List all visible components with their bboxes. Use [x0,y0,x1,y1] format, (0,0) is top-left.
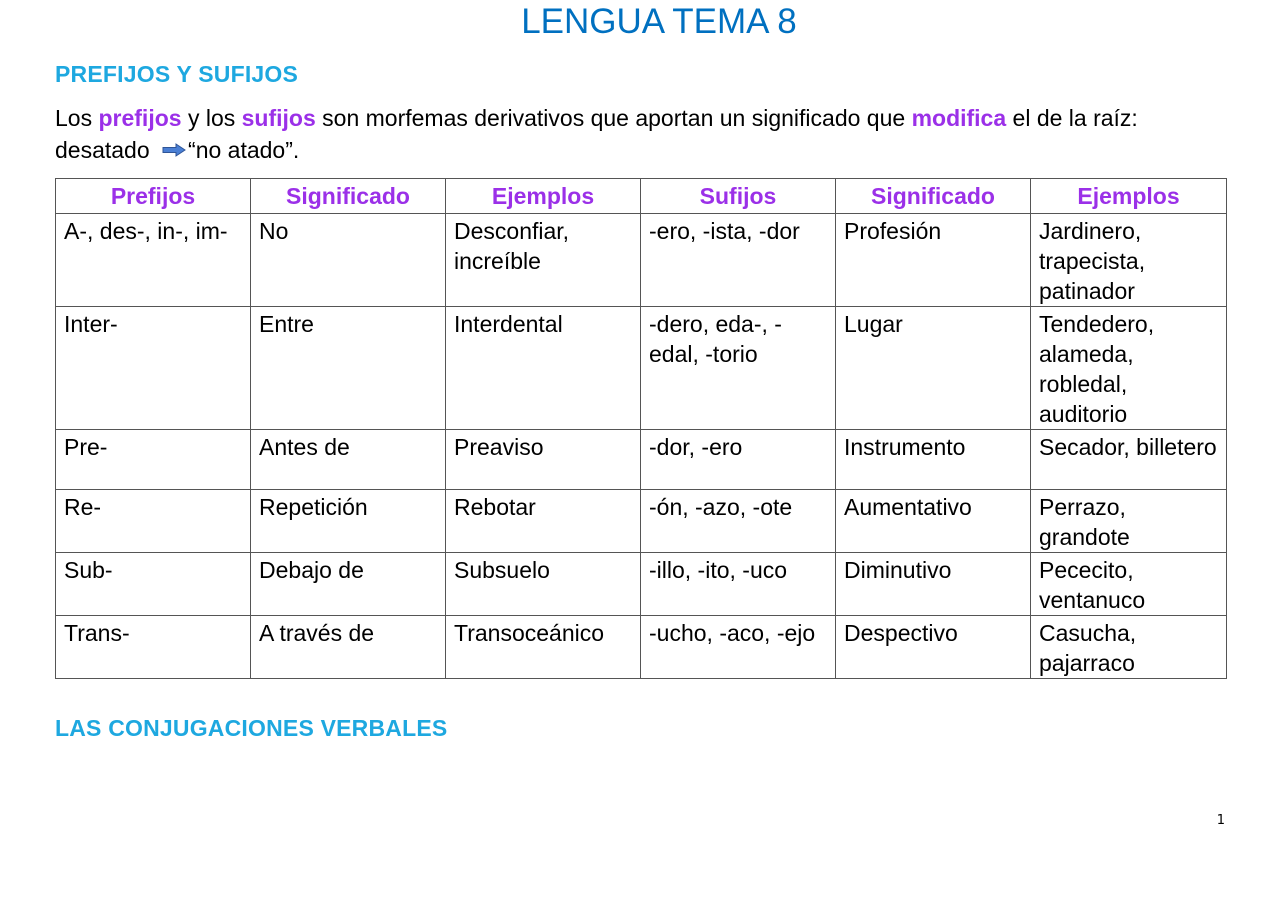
keyword-sufijos: sufijos [241,105,316,131]
right-arrow-icon [162,143,186,157]
table-row [56,214,1227,307]
table-cell: Sub- [56,553,251,616]
intro-text: el de la raíz: desatado [55,105,1138,163]
table-row [56,307,1227,430]
page-title: LENGUA TEMA 8 [521,2,797,41]
table-cell: Antes de [251,430,446,490]
table-cell: -dero, eda-, -edal, -torio [641,307,836,430]
table-cell: -ón, -azo, -ote [641,490,836,553]
table-cell: A través de [251,616,446,679]
table-cell: No [251,214,446,307]
table-cell: Casucha, pajarraco [1031,616,1227,679]
intro-text: son morfemas derivativos que aportan un significado que [315,105,912,131]
intro-text: “no atado”. [188,137,300,163]
table-cell: Secador, billetero [1031,430,1227,490]
column-header-prefijos: Prefijos [56,179,251,214]
section-heading-conjugaciones: LAS CONJUGACIONES VERBALES [55,715,448,741]
intro-text: Los [55,105,99,131]
table-cell: Repetición [251,490,446,553]
table-cell: Debajo de [251,553,446,616]
table-cell: A-, des-, in-, im- [56,214,251,307]
table-cell: Despectivo [836,616,1031,679]
table-cell: Perrazo, grandote [1031,490,1227,553]
table-cell: Pececito, ventanuco [1031,553,1227,616]
table-header-row [56,179,1227,214]
table-cell: Jardinero, trapecista, patinador [1031,214,1227,307]
column-header-significado-sufijos: Significado [836,179,1031,214]
column-header-significado: Significado [251,179,446,214]
table-row [56,553,1227,616]
table-cell: Desconfiar, increíble [446,214,641,307]
table-cell: -dor, -ero [641,430,836,490]
intro-text: y los [181,105,242,131]
column-header-ejemplos-sufijos: Ejemplos [1031,179,1227,214]
table-cell: Rebotar [446,490,641,553]
keyword-prefijos: prefijos [98,105,182,131]
table-cell: Lugar [836,307,1031,430]
table-cell: Aumentativo [836,490,1031,553]
table-row [56,430,1227,490]
page-number: 1 [1216,813,1225,828]
table-cell: Re- [56,490,251,553]
table-cell: -ero, -ista, -dor [641,214,836,307]
table-cell: Entre [251,307,446,430]
table-cell: Diminutivo [836,553,1031,616]
table-cell: -illo, -ito, -uco [641,553,836,616]
intro-paragraph [55,102,1227,166]
table-row [56,490,1227,553]
table-cell: Transoceánico [446,616,641,679]
column-header-sufijos: Sufijos [641,179,836,214]
keyword-modifica: modifica [911,105,1007,131]
table-cell: Inter- [56,307,251,430]
table-cell: -ucho, -aco, -ejo [641,616,836,679]
section-heading-prefijos-sufijos: PREFIJOS Y SUFIJOS [55,61,299,87]
table-cell: Subsuelo [446,553,641,616]
table-cell: Preaviso [446,430,641,490]
table-cell: Pre- [56,430,251,490]
table-cell: Tendedero, alameda, robledal, auditorio [1031,307,1227,430]
column-header-ejemplos: Ejemplos [446,179,641,214]
table-cell: Instrumento [836,430,1031,490]
table-cell: Profesión [836,214,1031,307]
table-row [56,616,1227,679]
table-cell: Trans- [56,616,251,679]
table-cell: Interdental [446,307,641,430]
affix-table [55,178,1227,679]
